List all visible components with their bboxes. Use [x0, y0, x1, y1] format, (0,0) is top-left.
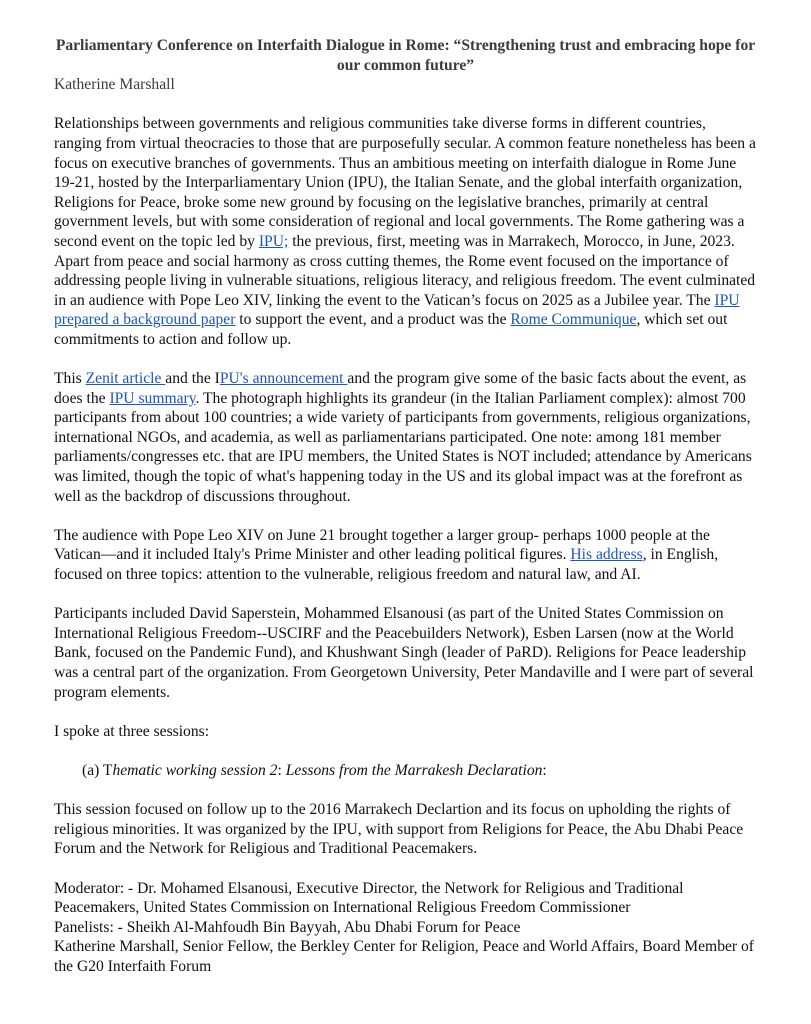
moderator-line: Moderator: - Dr. Mohamed Elsanousi, Executive Director, the Network for Religious and Traditional Peacemakers, United States Commission on International Religious Freedom Commissioner: [54, 879, 684, 917]
session-subtitle: Lessons from the Marrakesh Declaration: [285, 761, 543, 779]
paragraph-intro: [54, 114, 757, 349]
text-run: the previous, first, meeting was in Marrakech, Morocco, in June, 2023. Apart from peace and social harmony as cross cutting themes, the Rome event focused on the importance of addressing people living in vulnerable situations, religious literacy, and religious freedom. The event culminated in an audience with Pope Leo XIV, linking the event to the Vatican’s focus on 2025 as a Jubilee year. The: [54, 232, 756, 309]
panelists-line: Panelists: - Sheikh Al-Mahfoudh Bin Bayyah, Abu Dhabi Forum for Peace: [54, 918, 521, 936]
session-item-a: [54, 761, 757, 781]
text-run: Relationships between governments and religious communities take diverse forms in different countries, ranging from virtual theocracies to those that are purposefully secular. A common feature nonetheless has been a focus on executive branches of governments. Thus an ambitious meeting on interfaith dialogue in Rome June 19-21, hosted by the Interparliamentary Union (IPU), the Italian Senate, and the global interfaith organization, Religions for Peace, broke some new ground by focusing on the legislative branches, primarily at central government levels, but with some consideration of regional and local governments. The Rome gathering was a second event on the topic led by: [54, 115, 756, 250]
text-run: to support the event, and a product was the: [235, 311, 511, 329]
his-address-link[interactable]: His address: [570, 546, 643, 564]
text-run: :: [277, 761, 286, 779]
document-title: Parliamentary Conference on Interfaith Dialogue in Rome: “Strengthening trust and embracing hope for our common future”: [55, 37, 756, 74]
paragraph-sessions-intro: I spoke at three sessions:: [54, 722, 210, 740]
ipu-announcement-link[interactable]: PU's announcement: [219, 370, 348, 388]
paragraph-session-description: This session focused on follow up to the 2016 Marrakech Declartion and its focus on upholding the rights of religious minorities. It was organized by the IPU, with support from Religions for Peace, the Abu Dhabi Peace Forum and the Network for Religious and Traditional Peacemakers.: [54, 801, 744, 858]
ipu-summary-link[interactable]: IPU summary: [109, 389, 196, 407]
paragraph-participants: Participants included David Saperstein, Mohammed Elsanousi (as part of the United States Commission on International Religious Freedom--USCIRF and the Peacebuilders Network), Esben Larsen (now at the World Bank, focused on the Pandemic Fund), and Khushwant Singh (leader of PaRD). Religions for Peace leadership was a central part of the organization. From Georgetown University, Peter Mandaville and I were part of several program elements.: [54, 605, 754, 701]
text-run: , which set out commitments to action and follow up.: [54, 311, 728, 348]
text-run: . The photograph highlights its grandeur (in the Italian Parliament complex): almost 700 participants from about 100 countries; a wide variety of participants from governments, religious organizations, international NGOs, and academia, as well as parliamentarians participated. One note: among 181 member parliaments/congresses etc. that are IPU members, the United States is NOT included; attendance by Americans was limited, though the topic of what's happening today in the US and its global impact was at the forefront as well as the backdrop of discussions throughout.: [54, 389, 752, 505]
rome-communique-link[interactable]: Rome Communique: [510, 311, 637, 329]
paragraph-facts: [54, 369, 757, 506]
paragraph-audience: [54, 526, 757, 585]
text-run: and the I: [165, 370, 220, 388]
item-marker: (a) T: [82, 761, 113, 779]
background-paper-link[interactable]: IPU prepared a background paper: [54, 291, 740, 329]
session-title: hematic working session 2: [112, 761, 278, 779]
text-run: , in English, focused on three topics: attention to the vulnerable, religious freedom and natural law, and AI.: [54, 546, 719, 584]
text-run: The audience with Pope Leo XIV on June 21 brought together a larger group- perhaps 1000 people at the Vatican—and it included Italy's Prime Minister and other leading political figures.: [54, 526, 710, 564]
author-name: Katherine Marshall: [54, 76, 175, 94]
text-run: This: [54, 370, 86, 388]
text-run: :: [542, 761, 547, 779]
ipu-link[interactable]: IPU;: [258, 232, 289, 250]
zenit-article-link[interactable]: Zenit article: [85, 370, 166, 388]
panelist-line: Katherine Marshall, Senior Fellow, the Berkley Center for Religion, Peace and World Affairs, Board Member of the G20 Interfaith Forum: [54, 938, 754, 975]
text-run: and the program give some of the basic facts about the event, as does the: [54, 370, 747, 407]
